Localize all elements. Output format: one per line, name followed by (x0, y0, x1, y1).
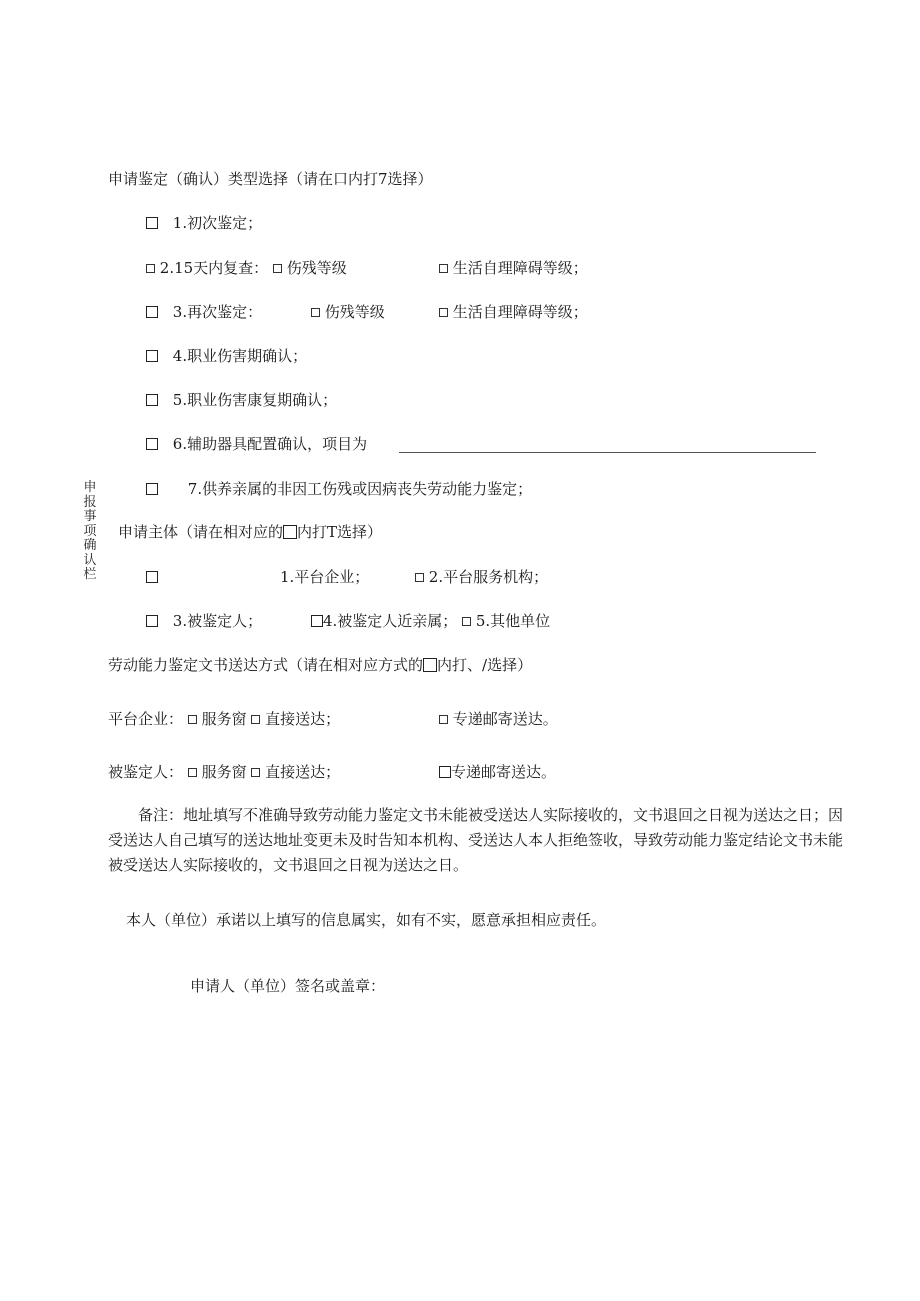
subject-opt-1-box-wrap (146, 567, 158, 587)
side-label: 申报事项确认栏 (83, 480, 97, 582)
type-item-2 (146, 258, 347, 278)
delivery-row-enterprise (108, 709, 340, 729)
type-item-4-label: 4.职业伤害期确认； (172, 347, 308, 365)
subject-opt-2-label: 2.平台服务机构； (428, 568, 549, 586)
checkbox-reappraisal-disability[interactable] (311, 308, 320, 317)
checkbox-platform-enterprise[interactable] (146, 571, 158, 583)
enterprise-post-label: 专递邮寄送达。 (452, 710, 558, 728)
checkbox-injury-period[interactable] (146, 350, 158, 362)
subject-opt-4-label: 4.被鉴定人近亲属； (323, 612, 458, 630)
checkbox-review[interactable] (146, 264, 155, 273)
type-item-5 (146, 390, 337, 410)
assistive-item-field[interactable] (399, 452, 816, 453)
type-item-6 (146, 434, 367, 454)
type-item-3 (146, 302, 262, 322)
checkbox-reappraisal-selfcare[interactable] (439, 308, 448, 317)
appraised-window-label-a: 服务窗 (201, 763, 247, 781)
delivery-row-enterprise-label: 平台企业： (108, 710, 184, 728)
checkbox-enterprise-direct[interactable] (251, 715, 260, 724)
enterprise-window-label-b: 直接送达； (265, 710, 341, 728)
checkbox-dependent-relative[interactable] (146, 483, 158, 495)
checkbox-review-disability[interactable] (273, 264, 282, 273)
checkbox-review-selfcare[interactable] (439, 264, 448, 273)
delivery-title-b: 内打、/选择） (437, 656, 533, 674)
delivery-row-appraised-post (439, 762, 556, 782)
checkbox-appraised-direct[interactable] (251, 768, 260, 777)
type-item-2-opt-a: 伤残等级 (286, 259, 347, 277)
checkbox-rehab-period[interactable] (146, 394, 158, 406)
signature-label: 申请人（单位）签名或盖章： (190, 977, 386, 995)
subject-section-title (118, 522, 382, 542)
checkbox-close-relative[interactable] (311, 615, 323, 627)
note-paragraph: 备注：地址填写不准确导致劳动能力鉴定文书未能被受送达人实际接收的，文书退回之日视为送达之日；因受送达人自己填写的送达地址变更未及时告知本机构、受送达人本人拒绝签收，导致劳动能力鉴定结论文书未能被受送达人实际接收的，文书退回之日视为送达之日。 (108, 806, 844, 874)
checkbox-enterprise-window[interactable] (188, 715, 197, 724)
checkbox-enterprise-post[interactable] (439, 715, 448, 724)
type-item-5-label: 5.职业伤害康复期确认； (172, 391, 338, 409)
checkbox-appraised-post[interactable] (439, 766, 451, 778)
checkbox-platform-service[interactable] (415, 573, 424, 582)
type-item-3-opt-b: 生活自理障碍等级； (452, 303, 588, 321)
type-item-2-label: 2.15天内复查： (159, 259, 269, 277)
subject-opt-1: 1.平台企业； (280, 568, 370, 586)
type-item-3-opt-a: 伤残等级 (324, 303, 385, 321)
type-item-2-b (439, 258, 588, 278)
subject-title-box-icon (283, 525, 297, 539)
subject-opt-3-label: 3.被鉴定人； (172, 612, 263, 630)
type-item-1-label: 1.初次鉴定； (172, 214, 263, 232)
type-item-7 (146, 479, 532, 499)
delivery-title-a: 劳动能力鉴定文书送达方式（请在相对应方式的 (108, 656, 424, 674)
checkbox-reappraisal[interactable] (146, 306, 158, 318)
checkbox-appraised-window[interactable] (188, 768, 197, 777)
type-item-3-a (311, 302, 385, 322)
subject-opt-3 (146, 611, 262, 631)
type-item-3-b (439, 302, 588, 322)
subject-title-a: 申请主体（请在相对应的 (118, 523, 284, 541)
appraised-window-label-b: 直接送达； (265, 763, 341, 781)
checkbox-assistive-device[interactable] (146, 438, 158, 450)
delivery-row-enterprise-post (439, 709, 558, 729)
delivery-row-appraised (108, 762, 340, 782)
type-item-1 (146, 213, 262, 233)
delivery-row-appraised-label: 被鉴定人： (108, 763, 184, 781)
type-item-6-label: 6.辅助器具配置确认，项目为 (172, 435, 368, 453)
type-item-4 (146, 346, 307, 366)
type-item-3-label: 3.再次鉴定： (172, 303, 263, 321)
checkbox-appraised-person[interactable] (146, 615, 158, 627)
checkbox-initial[interactable] (146, 217, 158, 229)
checkbox-other-unit[interactable] (462, 617, 471, 626)
enterprise-window-label-a: 服务窗 (201, 710, 247, 728)
pledge-text: 本人（单位）承诺以上填写的信息属实，如有不实，愿意承担相应责任。 (126, 911, 607, 929)
type-item-2-opt-b: 生活自理障碍等级； (452, 259, 588, 277)
subject-opt-5-label: 5.其他单位 (475, 612, 551, 630)
type-section-title: 申请鉴定（确认）类型选择（请在口内打7选择） (108, 170, 433, 188)
subject-opt-4-5 (311, 611, 550, 631)
subject-title-b: 内打T选择） (297, 523, 383, 541)
delivery-section-title (108, 655, 532, 675)
appraised-post-label: 专递邮寄送达。 (451, 763, 557, 781)
delivery-title-box-icon (423, 658, 437, 672)
type-item-7-label: 7.供养亲属的非因工伤残或因病丧失劳动能力鉴定； (187, 480, 533, 498)
subject-opt-2 (415, 567, 548, 587)
